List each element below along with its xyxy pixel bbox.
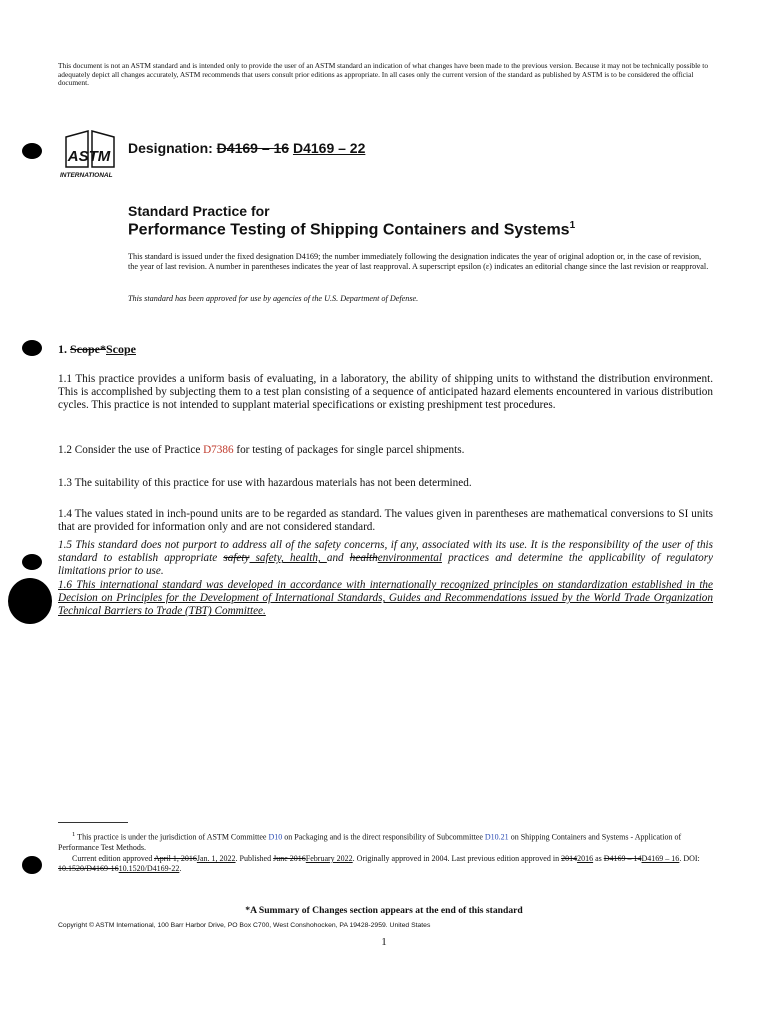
margin-dot [8, 578, 52, 624]
deleted-text: 10.1520/D4169-16 [58, 864, 119, 874]
footnote-text: as [593, 853, 604, 863]
margin-dot [22, 143, 42, 159]
footnote-text: on Shipping Containers and Systems - Application of Performance Test Methods. [58, 832, 682, 853]
paragraph-1-2 [58, 444, 713, 457]
summary-note: *A Summary of Changes section appears at the end of this standard [245, 905, 523, 916]
logo-subtitle: INTERNATIONAL [60, 172, 113, 179]
footnote-text: on Packaging and is the direct responsibility of Subcommittee [282, 832, 485, 842]
designation [128, 140, 365, 156]
practice-link-d7386[interactable]: D7386 [203, 444, 234, 456]
disclaimer-text: This document is not an ASTM standard and is intended only to provide the user of an ASTM standard an indication of what changes have been made to the previous version. Because it may not be technically possible to adequately depict all changes accurately, ASTM recommends that users consult prior editions as appropriate. In all cases only the current version of the standard as published by ASTM is to be considered the official document. [58, 61, 709, 88]
issued-note: This standard is issued under the fixed designation D4169; the number immediately following the designation indicates the year of original adoption or, in the case of revision, the year of last revision. A number in parentheses indicates the year of last reapproval. A superscript epsilon (ε) indicates an editorial change since the last revision or reapproval. [128, 252, 709, 272]
paragraph-1-4: 1.4 The values stated in inch-pound units are to be regarded as standard. The values given in parentheses are mathematical conversions to SI units that are provided for information only and are not considered standard. [58, 508, 713, 534]
title-line-1: Standard Practice for [128, 203, 270, 219]
footnote-1 [58, 830, 713, 854]
page-number: 1 [381, 936, 387, 948]
designation-new: D4169 – 22 [292, 140, 366, 156]
title-footnote-marker: 1 [569, 220, 576, 231]
inserted-text: Jan. 1, 2022 [196, 853, 236, 863]
inserted-text: February 2022 [305, 853, 353, 863]
deleted-text: June 2016 [273, 853, 306, 863]
footnote-edition [58, 854, 713, 875]
deleted-text: safety [223, 552, 250, 565]
footnote-text: This practice is under the jurisdiction of ASTM Committee [75, 832, 269, 842]
footnote-text: . DOI: [679, 853, 700, 863]
inserted-text: 10.1520/D4169-22 [118, 864, 180, 874]
designation-old: D4169 – 16 [216, 140, 290, 156]
copyright-text: Copyright © ASTM International, 100 Barr Harbor Drive, PO Box C700, West Conshohocken, PA 19428-2959. United States [58, 922, 431, 929]
paragraph-text: and [326, 552, 350, 565]
deleted-text: health [349, 552, 378, 565]
svg-text:ASTM: ASTM [67, 148, 111, 165]
section-title-old: Scope* [70, 342, 106, 356]
margin-dot [22, 856, 42, 874]
section-number: 1. [58, 342, 67, 356]
deleted-text: April 1, 2016 [153, 853, 197, 863]
deleted-text: 2014 [561, 853, 578, 863]
paragraph-1-1: 1.1 This practice provides a uniform basis of evaluating, in a laboratory, the ability of shipping units to withstand the distribution environment. This is accomplished by subjecting them to a test plan consisting of a sequence of anticipated hazard elements encountered in various distribution cycles. This practice is not intended to supplant material specifications or existing preshipment test procedures. [58, 373, 713, 412]
title-line-2 [128, 220, 575, 239]
margin-dot [22, 554, 42, 570]
approved-note: This standard has been approved for use by agencies of the U.S. Department of Defense. [128, 294, 419, 303]
inserted-text: D4169 – 16 [641, 853, 680, 863]
paragraph-1-5 [58, 539, 713, 579]
footnotes [58, 830, 713, 875]
inserted-text: safety, health, [249, 552, 327, 565]
section-title-new: Scope [106, 342, 136, 356]
paragraph-1-3: 1.3 The suitability of this practice for use with hazardous materials has not been determined. [58, 477, 472, 489]
deleted-text: D4169 – 14 [603, 853, 642, 863]
inserted-text: 2016 [577, 853, 594, 863]
designation-label: Designation: [128, 140, 213, 156]
paragraph-text: 1.5 This standard does not purport to address all of the safety concerns, if any, associated with its use. It is the responsibility of the user of this standard to establish appropriate [58, 539, 713, 565]
title-text: Performance Testing of Shipping Containers and Systems [128, 221, 570, 239]
paragraph-text: practices and determine the applicability of regulatory limitations prior to use. [58, 552, 714, 578]
margin-dot [22, 340, 42, 356]
footnote-text: . [179, 864, 182, 874]
footnote-text: . Published [235, 853, 274, 863]
inserted-text: environmental [377, 552, 442, 565]
section-heading-scope [58, 342, 136, 357]
paragraph-1-6: 1.6 This international standard was developed in accordance with internationally recognized principles on standardization established in the Decision on Principles for the Development of International Standards, Guides and Recommendations issued by the World Trade Organization Technical Barriers to Trade (TBT) Committee. [58, 579, 713, 618]
committee-link-d10[interactable]: D10 [268, 832, 283, 842]
footnote-marker: 1 [72, 831, 76, 838]
footnote-text: . Originally approved in 2004. Last previous edition approved in [352, 853, 562, 863]
subcommittee-link-d10-21[interactable]: D10.21 [484, 832, 509, 842]
paragraph-text: for testing of packages for single parcel shipments. [233, 444, 465, 456]
paragraph-text: 1.2 Consider the use of Practice [58, 444, 204, 456]
footnote-text: Current edition approved [72, 853, 154, 863]
astm-logo [58, 127, 124, 181]
footnote-divider [58, 822, 128, 823]
